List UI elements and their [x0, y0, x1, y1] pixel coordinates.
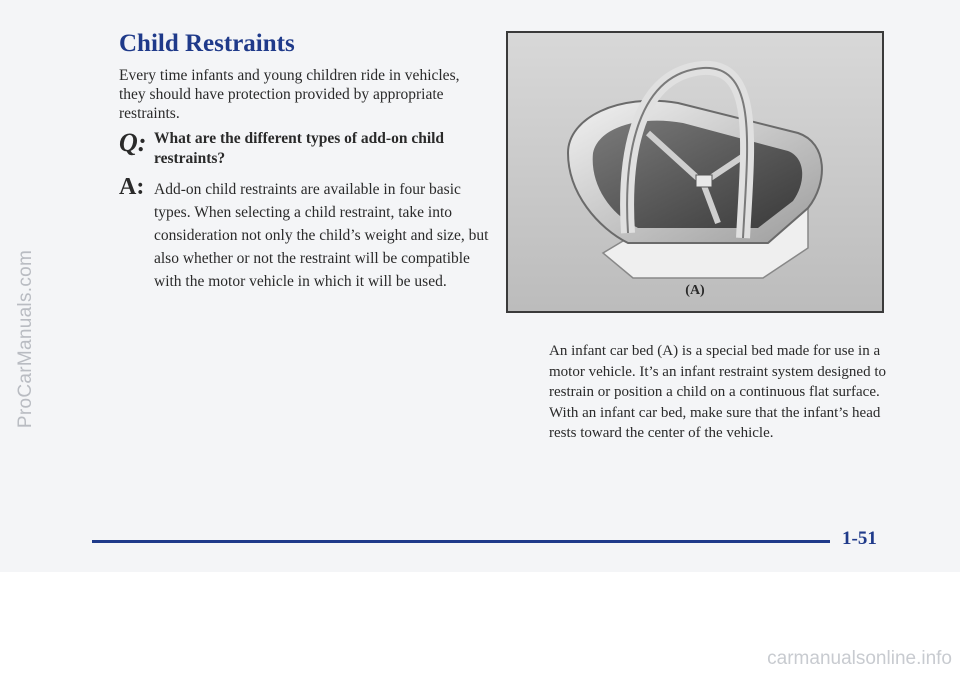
- figure-label: (A): [685, 283, 705, 298]
- infant-car-bed-figure: [506, 31, 884, 313]
- intro-paragraph: Every time infants and young children ride in vehicles, they should have protection provided by appropriate restraints.: [119, 67, 460, 122]
- footer-rule: [92, 540, 830, 543]
- question-text: What are the different types of add-on child restraints?: [154, 130, 445, 167]
- figure-description: An infant car bed (A) is a special bed made for use in a motor vehicle. It’s an infant restraint system designed to restrain or position a child on a continuous flat surface. With an infant car bed, make sure that the infant’s head rests toward the center of the vehicle.: [549, 343, 887, 441]
- infant-car-bed-illustration-icon: [508, 33, 882, 311]
- page-number: 1-51: [842, 528, 877, 549]
- footer-site-text: carmanualsonline.info: [767, 648, 952, 669]
- answer-marker: A:: [119, 174, 145, 200]
- answer-text: Add-on child restraints are available in four basic types. When selecting a child restraint, take into consideration not only the child’s weight and size, but also whether or not the restraint will be compatible with the motor vehicle in which it will be used.: [154, 181, 489, 290]
- question-marker: Q:: [119, 128, 147, 157]
- watermark-text: ProCarManuals.com: [15, 249, 36, 428]
- page-title: Child Restraints: [119, 30, 295, 57]
